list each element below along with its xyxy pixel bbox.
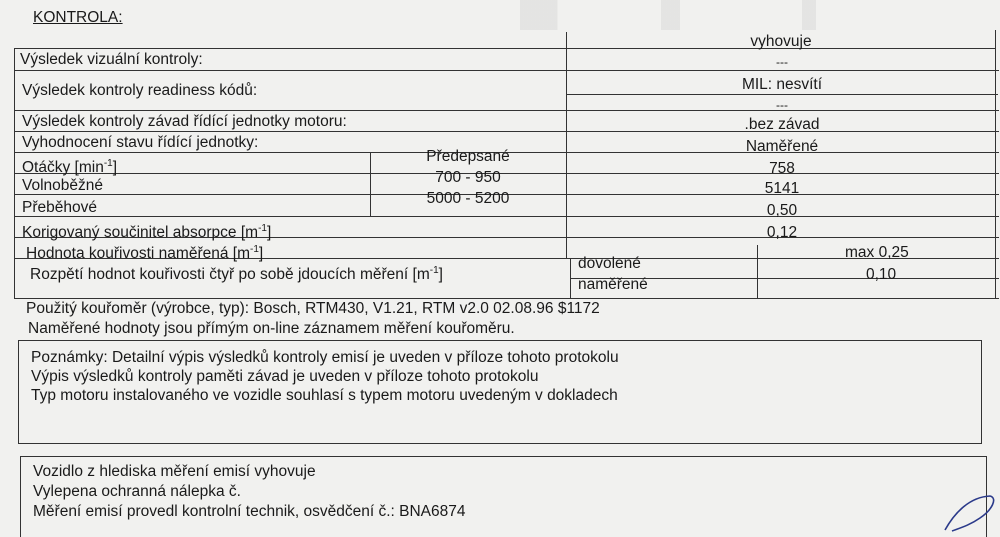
idle-measured: 758 xyxy=(769,160,795,177)
smoke-meter-info: Použitý kouřoměr (výrobce, typ): Bosch, RTM430, V1.21, RTM v2.0 02.08.96 $1172 xyxy=(26,300,600,317)
ecu-state-label: Vyhodnocení stavu řídící jednotky: xyxy=(22,134,259,151)
overrun-measured: 5141 xyxy=(764,180,800,197)
online-record-note: Naměřené hodnoty jsou přímým on-line záznamem měření kouřoměru. xyxy=(28,320,515,337)
note-line: Typ motoru instalovaného ve vozidle souhlasí s typem motoru uvedeným v dokladech xyxy=(31,387,618,404)
overrun-prescribed: 5000 - 5200 xyxy=(426,190,510,207)
prescribed-header: Předepsané xyxy=(426,148,510,165)
readiness-value-dash: --- xyxy=(776,55,788,69)
ecu-faults-label: Výsledek kontroly závad řídící jednotky motoru: xyxy=(22,113,347,130)
smoke-label: Hodnota kouřivosti naměřená $[m^{-1}]$ xyxy=(26,244,264,263)
signature-stroke xyxy=(940,492,1000,532)
idle-label: Volnoběžné xyxy=(22,177,104,194)
bleed-through-marks xyxy=(520,0,990,30)
readiness-label: Výsledek kontroly readiness kódů: xyxy=(22,82,258,99)
smoke-value: 0,12 xyxy=(766,224,798,241)
measured-value: 0,10 xyxy=(866,266,897,283)
allowed-value: max 0,25 xyxy=(845,244,909,261)
rpm-label: Otáčky $[\min^{-1}]$ xyxy=(22,158,118,177)
readiness-value-mil: MIL: nesvítí xyxy=(741,76,823,93)
idle-prescribed: 700 - 950 xyxy=(435,169,501,186)
overrun-label: Přeběhové xyxy=(22,199,97,216)
visual-check-label: Výsledek vizuální kontroly: xyxy=(20,51,203,68)
notes-box xyxy=(18,340,982,444)
absorption-value: 0,50 xyxy=(766,202,798,219)
note-line: Výpis výsledků kontroly paměti závad je uveden v příloze tohoto protokolu xyxy=(31,368,539,385)
conclusion-box xyxy=(20,456,987,537)
conclusion-line: Vozidlo z hlediska měření emisí vyhovuje xyxy=(33,463,316,480)
allowed-label: dovolené xyxy=(578,255,641,272)
spread-label: Rozpětí hodnot kouřivosti čtyř po sobě jdoucích měření $[m^{-1}]$ xyxy=(30,265,443,284)
ecu-state-value: .bez závad xyxy=(744,116,820,133)
note-line: Poznámky: Detailní výpis výsledků kontroly emisí je uveden v příloze tohoto protokolu xyxy=(31,349,619,366)
section-title: KONTROLA: xyxy=(33,9,123,26)
conclusion-line: Měření emisí provedl kontrolní technik, osvědčení č.: BNA6874 xyxy=(33,503,466,520)
ecu-faults-value: --- xyxy=(776,98,788,112)
measured-header: Naměřené xyxy=(745,138,819,155)
visual-check-value: vyhovuje xyxy=(750,33,812,50)
measured-label: naměřené xyxy=(578,276,648,293)
absorption-label: Korigovaný součinitel absorpce $[m^{-1}]$ xyxy=(22,223,272,242)
conclusion-line: Vylepena ochranná nálepka č. xyxy=(33,483,241,500)
